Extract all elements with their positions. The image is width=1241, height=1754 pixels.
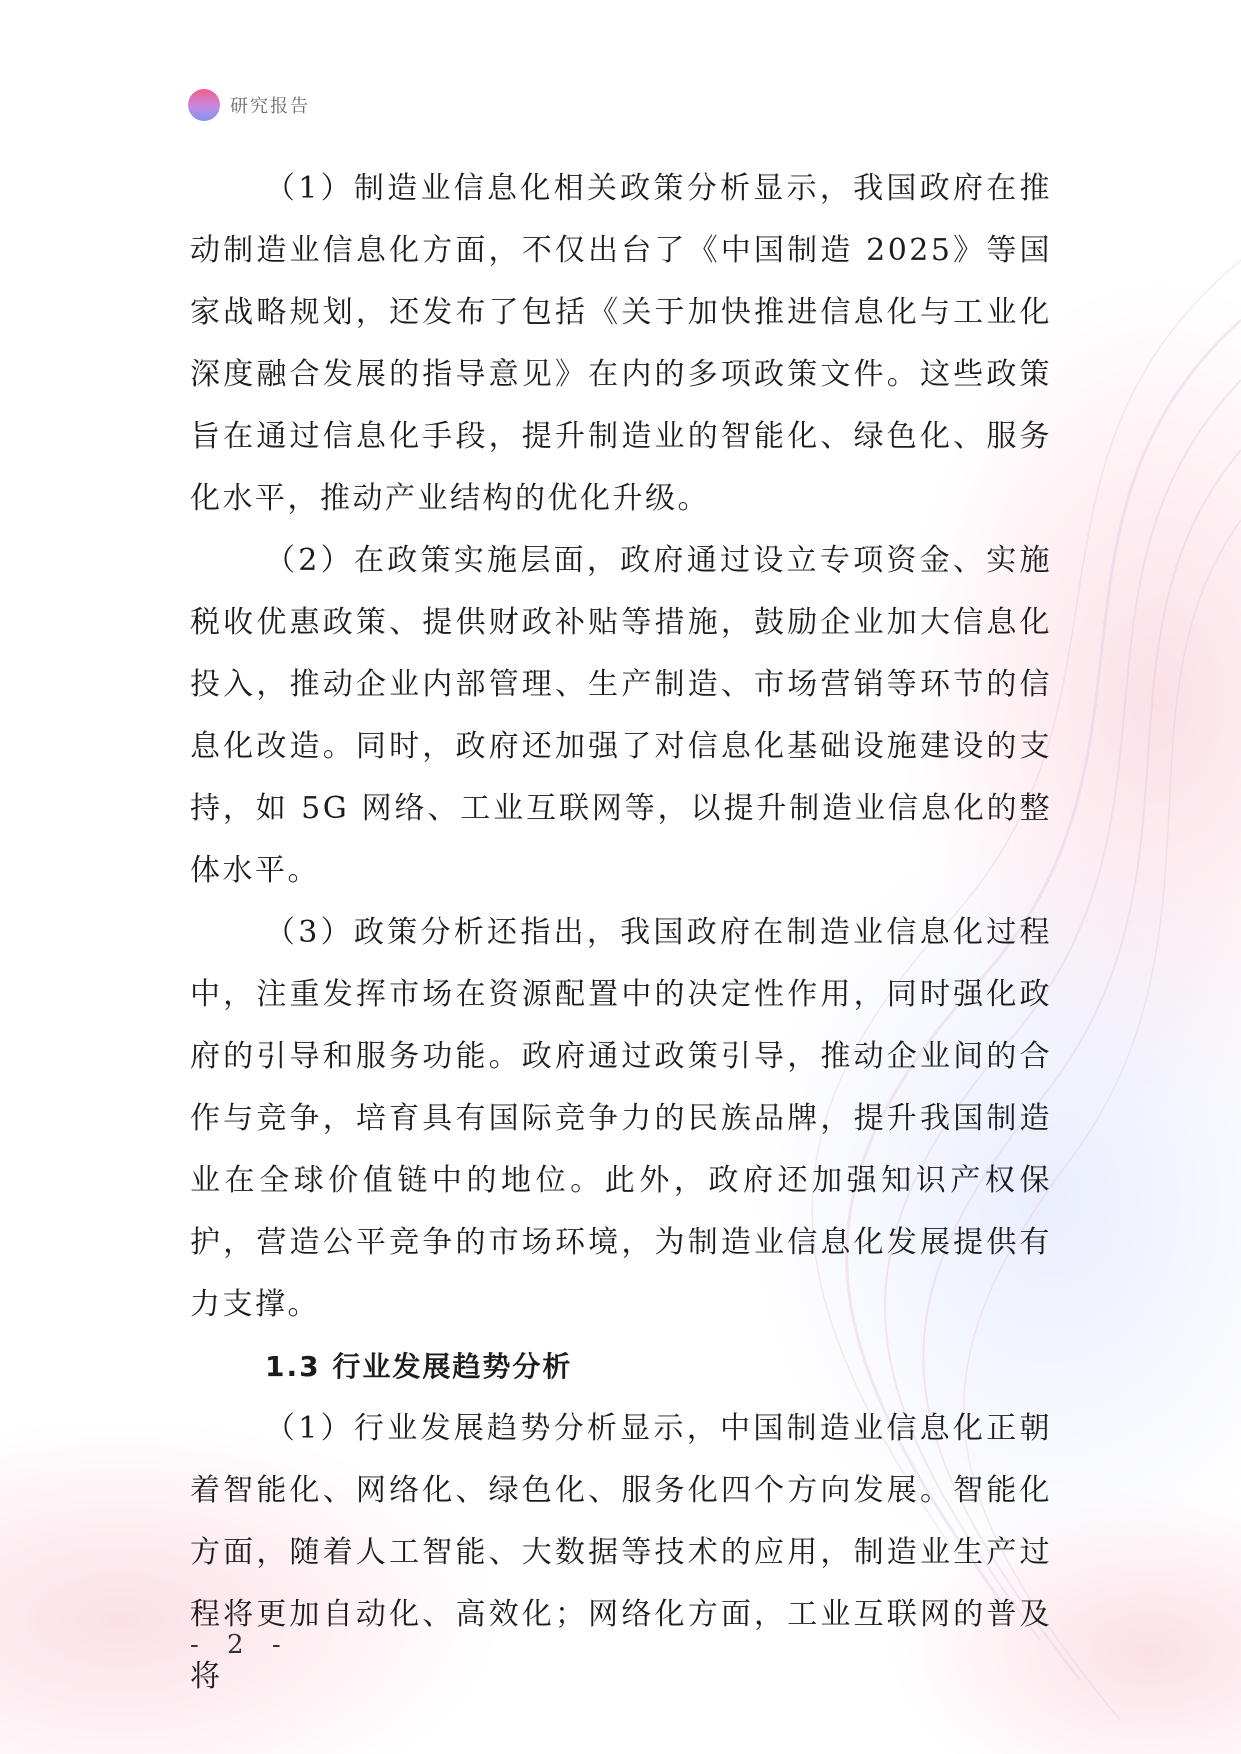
paragraph-2: （2）在政策实施层面，政府通过设立专项资金、实施税收优惠政策、提供财政补贴等措施，鼓励企业加大信息化投入，推动企业内部管理、生产制造、市场营销等环节的信息化改造。同时，政府还加强了对信息化基础设施建设的支持，如 5G 网络、工业互联网等，以提升制造业信息化的整体水平。 [190,543,1052,888]
paragraph-3: （3）政策分析还指出，我国政府在制造业信息化过程中，注重发挥市场在资源配置中的决定性作用，同时强化政府的引导和服务功能。政府通过政策引导，推动企业间的合作与竞争，培育具有国际竞争力的民族品牌，提升我国制造业在全球价值链中的地位。此外，政府还加强知识产权保护，营造公平竞争的市场环境，为制造业信息化发展提供有力支撑。 [190,915,1052,1322]
page-number: - 2 - [190,1630,291,1660]
document-body [190,158,1052,1708]
section-paragraph: （1）行业发展趋势分析显示，中国制造业信息化正朝着智能化、网络化、绿色化、服务化四个方向发展。智能化方面，随着人工智能、大数据等技术的应用，制造业生产过程将更加自动化、高效化；网络化方面，工业互联网的普及将 [190,1411,1052,1694]
section-heading: 1.3 行业发展趋势分析 [265,1350,573,1383]
paragraph-1: （1）制造业信息化相关政策分析显示，我国政府在推动制造业信息化方面，不仅出台了《中国制造 2025》等国家战略规划，还发布了包括《关于加快推进信息化与工业化深度融合发展的指导意见》在内的多项政策文件。这些政策旨在通过信息化手段，提升制造业的智能化、绿色化、服务化水平，推动产业结构的优化升级。 [190,171,1052,516]
header-title: 研究报告 [230,96,310,117]
report-header [188,88,310,122]
logo-circle-icon [188,89,220,121]
